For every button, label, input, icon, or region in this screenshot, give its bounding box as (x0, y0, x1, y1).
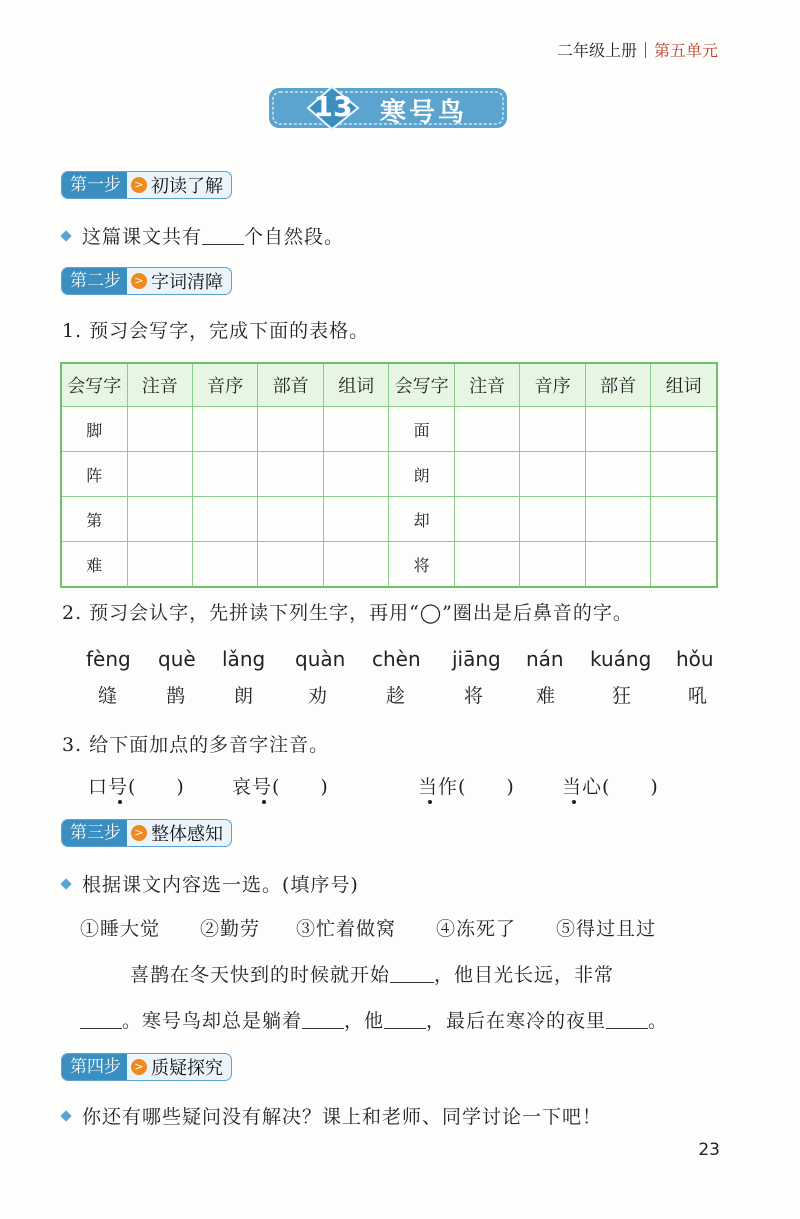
table-header-row (61, 363, 717, 407)
answer-cell[interactable] (127, 542, 192, 588)
col-header: 部首 (585, 363, 650, 407)
step-4-tag: 第四步 (62, 1054, 127, 1080)
answer-cell[interactable] (585, 497, 650, 542)
q2-prompt: 2. 预习会认字，先拼读下列生字，再用“◯”圈出是后鼻音的字。 (62, 602, 633, 624)
para-text-6: 。 (648, 1010, 669, 1032)
answer-cell[interactable] (258, 452, 323, 497)
fill-paragraph-line-1 (130, 960, 614, 987)
para-text-4: ，他 (344, 1010, 385, 1032)
char-4[interactable]: 劝 (308, 685, 328, 707)
answer-cell[interactable] (192, 497, 257, 542)
grade-label: 二年级上册 (556, 41, 637, 60)
answer-cell[interactable] (192, 452, 257, 497)
char-cell: 将 (389, 542, 454, 588)
pinyin-2: què (158, 647, 196, 671)
char-cell: 却 (389, 497, 454, 542)
table-row (61, 542, 717, 588)
lesson-banner (268, 86, 508, 130)
polyphone-item-2[interactable]: 哀号( ) (232, 776, 329, 798)
char-cell: 脚 (61, 407, 127, 452)
answer-cell[interactable] (651, 407, 717, 452)
char-cell: 面 (389, 407, 454, 452)
step-1-question (62, 222, 344, 249)
char-6[interactable]: 将 (464, 685, 484, 707)
char-cell: 阵 (61, 452, 127, 497)
answer-cell[interactable] (323, 407, 388, 452)
step-1-text-after: 个自然段。 (244, 226, 345, 248)
char-cell: 难 (61, 542, 127, 588)
char-1[interactable]: 缝 (98, 685, 118, 707)
answer-cell[interactable] (520, 542, 585, 588)
step-3-prompt (62, 870, 359, 897)
answer-cell[interactable] (520, 452, 585, 497)
diamond-bullet-icon (60, 1110, 71, 1121)
answer-cell[interactable] (323, 452, 388, 497)
diamond-bullet-icon (60, 878, 71, 889)
arrow-icon: > (131, 1059, 147, 1075)
pinyin-9: hǒu (676, 647, 714, 671)
char-cell: 第 (61, 497, 127, 542)
unit-label: 第五单元 (653, 41, 718, 60)
pinyin-4: quàn (295, 647, 346, 671)
emphasis-dot (572, 800, 576, 804)
answer-cell[interactable] (454, 542, 519, 588)
q3-prompt: 3. 给下面加点的多音字注音。 (62, 734, 330, 756)
para-text-3: 。寒号鸟却总是躺着 (122, 1010, 303, 1032)
page-number: 23 (698, 1140, 720, 1160)
pinyin-3: lǎng (222, 647, 266, 671)
option-3: ③忙着做窝 (296, 918, 397, 940)
answer-cell[interactable] (258, 407, 323, 452)
arrow-icon: > (131, 825, 147, 841)
char-cell: 朗 (389, 452, 454, 497)
step-4-label (62, 1054, 231, 1080)
step-2-name: 字词清障 (151, 272, 223, 293)
col-header: 部首 (258, 363, 323, 407)
answer-blank-5[interactable] (606, 1010, 648, 1029)
answer-cell[interactable] (192, 407, 257, 452)
step-3-name: 整体感知 (151, 824, 223, 845)
step-1-tag: 第一步 (62, 172, 127, 198)
answer-cell[interactable] (454, 407, 519, 452)
pinyin-7: nán (526, 647, 564, 671)
col-header: 音序 (192, 363, 257, 407)
step-1-text-before: 这篇课文共有 (82, 226, 203, 248)
answer-cell[interactable] (454, 452, 519, 497)
step-3-prompt-text: 根据课文内容选一选。(填序号) (82, 874, 359, 896)
step-1-label (62, 172, 231, 198)
polyphone-item-1[interactable]: 口号( ) (88, 776, 185, 798)
char-2[interactable]: 鹊 (166, 685, 186, 707)
step-3-tag: 第三步 (62, 820, 127, 846)
para-text-2: ，他目光长远，非常 (434, 964, 615, 986)
option-2: ②勤劳 (200, 918, 261, 940)
answer-cell[interactable] (323, 542, 388, 588)
paragraph-count-blank[interactable] (202, 226, 244, 245)
answer-cell[interactable] (585, 542, 650, 588)
answer-blank-3[interactable] (302, 1010, 344, 1029)
page-header (557, 38, 718, 61)
answer-cell[interactable] (127, 452, 192, 497)
answer-blank-2[interactable] (80, 1010, 122, 1029)
answer-cell[interactable] (323, 497, 388, 542)
pinyin-8: kuáng (590, 647, 652, 671)
answer-cell[interactable] (585, 407, 650, 452)
answer-cell[interactable] (127, 497, 192, 542)
character-table (60, 362, 718, 588)
option-5: ⑤得过且过 (556, 918, 657, 940)
answer-blank-4[interactable] (384, 1010, 426, 1029)
pinyin-6: jiāng (452, 647, 501, 671)
char-9[interactable]: 吼 (688, 685, 708, 707)
answer-cell[interactable] (192, 542, 257, 588)
pinyin-1: fèng (86, 647, 131, 671)
table-row (61, 497, 717, 542)
diamond-bullet-icon (60, 230, 71, 241)
emphasis-dot (428, 800, 432, 804)
header-divider (645, 42, 646, 58)
step-4-text: 你还有哪些疑问没有解决？课上和老师、同学讨论一下吧！ (82, 1106, 603, 1128)
polyphone-item-4[interactable]: 当心( ) (562, 776, 659, 798)
arrow-icon: > (131, 177, 147, 193)
col-header: 注音 (127, 363, 192, 407)
col-header: 组词 (651, 363, 717, 407)
step-2-label (62, 268, 231, 294)
option-4: ④冻死了 (436, 918, 517, 940)
lesson-title: 寒号鸟 (380, 98, 468, 128)
step-2-tag: 第二步 (62, 268, 127, 294)
col-header: 注音 (454, 363, 519, 407)
lesson-number: 13 (313, 90, 353, 123)
answer-cell[interactable] (520, 407, 585, 452)
col-header: 会写字 (61, 363, 127, 407)
char-5[interactable]: 趁 (386, 685, 406, 707)
col-header: 会写字 (389, 363, 454, 407)
q1-prompt: 1. 预习会写字，完成下面的表格。 (62, 320, 370, 342)
step-4-question (62, 1102, 602, 1129)
emphasis-dot (262, 800, 266, 804)
arrow-icon: > (131, 273, 147, 289)
answer-cell[interactable] (651, 542, 717, 588)
table-row (61, 452, 717, 497)
answer-cell[interactable] (258, 542, 323, 588)
col-header: 组词 (323, 363, 388, 407)
step-1-name: 初读了解 (151, 176, 223, 197)
step-4-name: 质疑探究 (151, 1058, 223, 1079)
fill-paragraph-line-2 (80, 1006, 668, 1033)
answer-blank-1[interactable] (390, 964, 434, 983)
char-3[interactable]: 朗 (234, 685, 254, 707)
answer-cell[interactable] (520, 497, 585, 542)
table-row (61, 407, 717, 452)
answer-cell[interactable] (651, 452, 717, 497)
para-text-5: ，最后在寒冷的夜里 (426, 1010, 607, 1032)
polyphone-item-3[interactable]: 当作( ) (418, 776, 515, 798)
para-text-1: 喜鹊在冬天快到的时候就开始 (130, 964, 391, 986)
emphasis-dot (118, 800, 122, 804)
char-8[interactable]: 狂 (612, 685, 632, 707)
option-1: ①睡大觉 (80, 918, 161, 940)
answer-cell[interactable] (585, 452, 650, 497)
col-header: 音序 (520, 363, 585, 407)
answer-cell[interactable] (454, 497, 519, 542)
answer-cell[interactable] (258, 497, 323, 542)
answer-cell[interactable] (127, 407, 192, 452)
step-3-label (62, 820, 231, 846)
answer-cell[interactable] (651, 497, 717, 542)
char-7[interactable]: 难 (536, 685, 556, 707)
pinyin-5: chèn (372, 647, 421, 671)
